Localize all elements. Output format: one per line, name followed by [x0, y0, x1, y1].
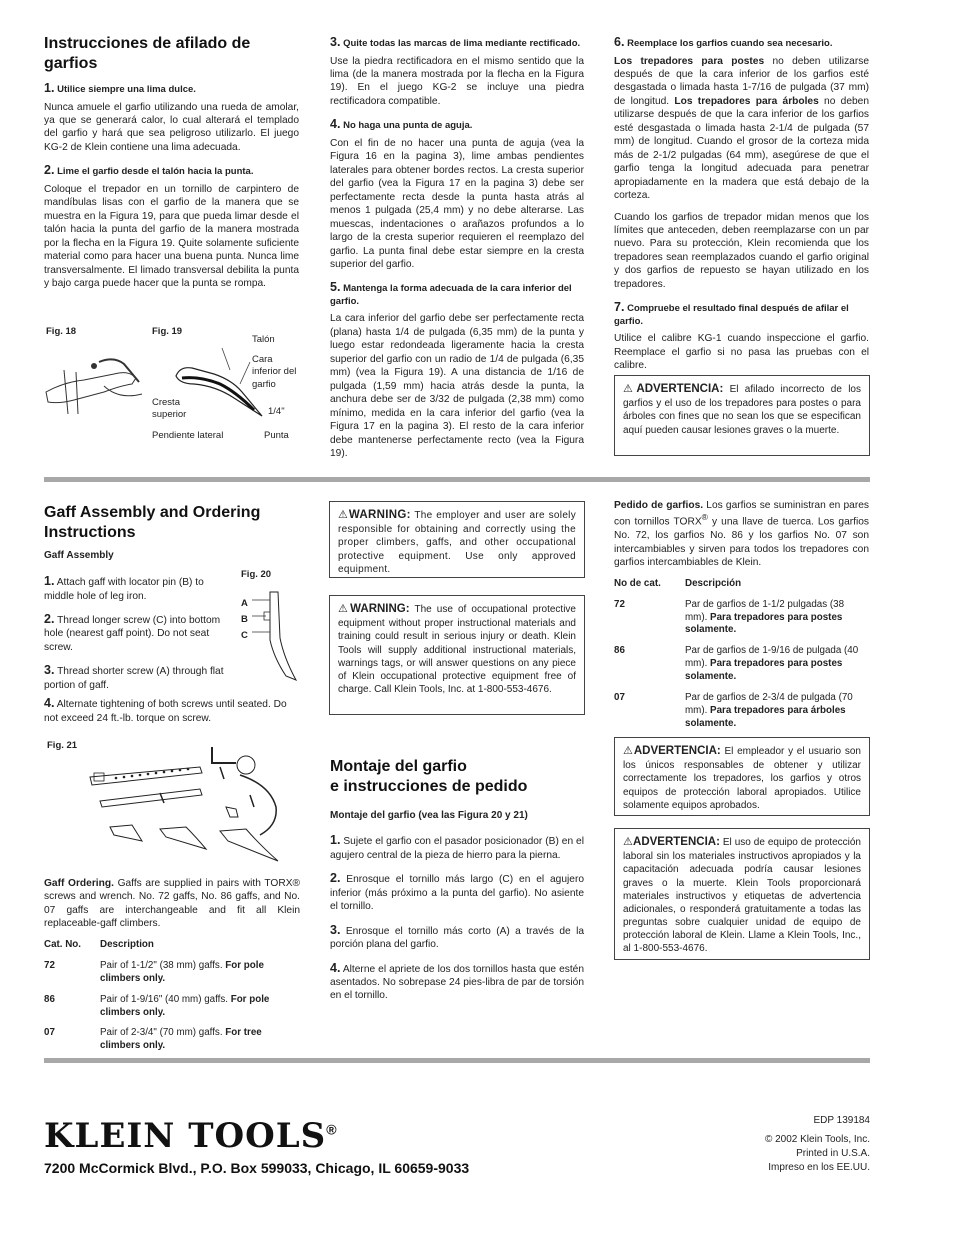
- fig-18-illustration: [44, 352, 149, 422]
- printed-in: Printed in U.S.A.: [796, 1148, 870, 1159]
- step-6-title: 6. Reemplace los garfios cuando sea necesario.: [614, 35, 833, 49]
- warning-triangle-icon: ⚠: [338, 509, 349, 521]
- warning-triangle-icon: ⚠: [623, 745, 634, 757]
- gaff-step-1: 1. Attach gaff with locator pin (B) to middle hole of leg iron.: [44, 574, 204, 602]
- fig-20-label: Fig. 20: [241, 569, 272, 580]
- gaff-ordering-text: Gaff Ordering. Gaffs are supplied in pairs with TORX® screws and wrench. No. 72 gaffs, No. 86 gaffs, and No. 07 gaffs are interchangeable and fit all Klein replaceable-gaff climbers.: [44, 878, 300, 930]
- label-cresta-superior: Cresta superior: [152, 397, 187, 421]
- section-divider-top: [44, 477, 870, 482]
- col-description: Description: [100, 938, 154, 950]
- sharpening-title: Instrucciones de afilado de garfios: [44, 35, 251, 72]
- step-7-title: 7. Compruebe el resultado final después de afilar el garfio.: [614, 300, 849, 327]
- gaff-step-3: 3. Thread shorter screw (A) through flat portion of gaff.: [44, 663, 224, 691]
- gaff-step-4: 4. Alternate tightening of both screws until seated. Do not exceed 24 ft.-lb. torque on screw.: [44, 696, 287, 724]
- warning-triangle-icon: ⚠: [623, 383, 637, 395]
- col-cat-no: Cat. No.: [44, 938, 82, 950]
- step-5-title: 5. Mantenga la forma adecuada de la cara inferior del garfio.: [330, 280, 572, 307]
- step-3-title: 3. Quite todas las marcas de lima mediante rectificado.: [330, 35, 581, 49]
- pedido-column: [614, 499, 869, 739]
- pedido-table: [614, 578, 869, 739]
- klein-tools-logo: KLEIN TOOLS®: [44, 1116, 338, 1156]
- copyright: © 2002 Klein Tools, Inc.: [764, 1134, 870, 1145]
- fig-20-label-a: A: [241, 598, 248, 609]
- gaff-step-2: 2. Thread longer screw (C) into bottom hole (nearest gaff point). Do not seat screw.: [44, 611, 221, 653]
- montaje-step-4: 4. Alterne el apriete de los dos tornillos hasta que estén asentados. No sobrepase 24 pies-libra de par de torsión en el tornillo.: [330, 960, 584, 1002]
- table-row: 07 Pair of 2-3/4" (70 mm) gaffs. For tree climbers only.: [44, 1027, 262, 1052]
- fig-20-label-c: C: [241, 630, 248, 641]
- step-3-text: Use la piedra rectificadora en el mismo sentido que la lima (de la manera mostrada por la flecha en la Figura 19). En el juego KG-2 se incluye una piedra rectificadora compatible.: [330, 55, 584, 107]
- table-row: 72 Par de garfios de 1-1/2 pulgadas (38 mm). Para trepadores para postes solamente.: [614, 598, 845, 636]
- sharpening-column-3: [614, 34, 869, 381]
- impreso-en: Impreso en los EE.UU.: [768, 1162, 870, 1173]
- label-pendiente-lateral: Pendiente lateral: [152, 430, 224, 441]
- fig-21-illustration: [70, 745, 300, 867]
- montaje-step-1: 1. Sujete el garfio con el pasador posicionador (B) en el agujero central de la pieza de hierro para la pierna.: [330, 833, 584, 861]
- col-descripcion: Descripción: [685, 577, 742, 589]
- warning-box-training: ⚠WARNING: The use of occupational protective equipment without proper instructional materials and training could result in serious injury or death. Klein Tools will supply additional instructional materials, warnings tags, or will answer questions on any piece of Klein occupational protective equipment free of charge. Call Klein Tools, Inc. at 1-800-553-4676.: [329, 595, 585, 715]
- step-1-text: Nunca amuele el garfio utilizando una rueda de amolar, ya que se generará calor, lo cual alterará el templado del garfio y hará que sea peligroso utilizarlo. El juego KG-2 de Klein contiene una lima adecuada.: [44, 101, 299, 153]
- step-6-text: Los trepadores para postes no deben utilizarse después de que la cara inferior de los garfios esté desgastada o limada hasta 1-7/16 de pulgada (37 mm) de longitud. Los trepadores para árboles no deben utilizarse después de que la cara inferior de los garfios esté desgastada o limada hasta 2-1/4 de pulgada (57 mm) de longitud. Cuando el grosor de la corteza mida más de 2-1/2 pulgadas (64 mm), asegúrese de que el garfio tenga la longitud adecuada para penetrar apropiadamente en la madera que está debajo de la corteza.: [614, 55, 870, 202]
- step-4-text: Con el fin de no hacer una punta de aguja (vea la Figura 16 en la pagina 3), lime ambas pendientes laterales para obtener bordes rectos. La cresta superior del garfio (vea la Figura 17 en la pagina 3) debe ser perfectamente recta desde la punta hasta atrás al menos 1 pulgada (25,4 mm) y no debe alterarse. Las muescas, indentaciones o arañazos profundos a lo largo de la cresta superior requieren el reemplazo del garfio. La punta final debe estar siempre en la cresta superior del garfio.: [330, 137, 584, 270]
- montaje-title: Montaje del garfio e instrucciones de pedido: [330, 758, 528, 795]
- gaff-assembly-steps-narrow: [44, 573, 228, 700]
- pedido-text: Pedido de garfios. Los garfios se suministran en pares con tornillos TORX® y una llave de tuerca. Los garfios No. 72, los garfios No. 86 y los garfios No. 07 son intercambiables y sirven para todos los trepadores con garfios intercambiables de Klein.: [614, 500, 869, 569]
- warning-box-empleador: ⚠ADVERTENCIA: El empleador y el usuario son los únicos responsables de obtener y utilizar correctamente los trepadores, los garfios y otros equipos de protección laboral apropiados. Utilice solamente equipos aprobados.: [614, 737, 870, 816]
- sharpening-column-2: [330, 34, 584, 468]
- company-address: 7200 McCormick Blvd., P.O. Box 599033, Chicago, IL 60659-9033: [44, 1160, 470, 1176]
- step-4-title: 4. No haga una punta de aguja.: [330, 117, 473, 132]
- gaff-assembly-subhead: Gaff Assembly: [44, 550, 114, 561]
- label-punta: Punta: [264, 430, 289, 441]
- fig-20-label-b: B: [241, 614, 248, 625]
- table-row: 86 Par de garfios de 1-9/16 de pulgada (40 mm). Para trepadores para postes solamente.: [614, 645, 859, 683]
- warning-box-employer: ⚠WARNING: The employer and user are solely responsible for obtaining and correctly using the proper climbers, gaffs, and other occupational protective equipment. Use only approved equipment.: [329, 501, 585, 578]
- warning-box-sharpening: ⚠ADVERTENCIA: El afilado incorrecto de los garfios y el uso de los trepadores para postes o para árboles con fines que no sean los que se especifican aquí pueden causar lesiones graves o la muerte.: [614, 375, 870, 456]
- copyright-block: [765, 1133, 870, 1175]
- step-2-text: Coloque el trepador en un tornillo de carpintero de mandíbulas lisas con el garfio de la manera que se muestra en la Figura 19, para que pueda limar desde el talón hacia la punta del garfio de la manera mostrada por la flecha en la Figura 19. Quite solamente suficiente material como para hacer una buena punta. Nunca lime transversalmente. El limado transversal debilita la punta y bajo carga puede hacer que la punta se rompa.: [44, 183, 299, 290]
- step-2-title: 2. Lime el garfio desde el talón hacia la punta.: [44, 163, 254, 178]
- step-5-text: La cara inferior del garfio debe ser perfectamente recta (plana) hasta 1/4 de pulgada (6,35 mm) de la punta y luego estar redondeada ligeramente hacia la cresta superior del garfio con un radio de 1/4 de pulgada (6,35 mm) (vea la Figura 19). A una distancia de 1/16 de pulgada (1,59 mm) hacia atrás desde la punta, la anchura debe ser de 3/32 de pulgada (2,38 mm) como mínimo, medida en la cara inferior del garfio (vea la Figura 17 en la pagina 3). El resto de la cara inferior debe mantenerse perfectamente recto (vea la Figura 19).: [330, 313, 584, 459]
- montaje-column: [330, 757, 584, 1011]
- fig-18-label: Fig. 18: [46, 326, 77, 337]
- gaff-assembly-column: [44, 503, 300, 572]
- montaje-subhead: Montaje del garfio (vea las Figura 20 y 21): [330, 810, 528, 821]
- table-row: 07 Par de garfios de 2-3/4 de pulgada (70 mm). Para trepadores para árboles solamente.: [614, 692, 853, 729]
- step-6-text-replace: Cuando los garfios de trepador midan menos que los límites que anteceden, deben reemplazarse con un par nuevo. Para su protección, Klein recomienda que los trepadores sean reemplazados cuando el garfio original y dos garfios de repuesto se hayan utilizado en los trepadores.: [614, 211, 869, 290]
- gaff-assembly-title: Gaff Assembly and Ordering Instructions: [44, 504, 261, 541]
- fig-21-label: Fig. 21: [47, 740, 78, 751]
- col-no-de-cat: No de cat.: [614, 577, 661, 589]
- warning-triangle-icon: ⚠: [623, 836, 634, 848]
- section-divider-bottom: [44, 1058, 870, 1063]
- label-quarter-inch: 1/4": [268, 406, 285, 417]
- sharpening-column-1: [44, 34, 299, 299]
- fig-19-label: Fig. 19: [152, 326, 183, 337]
- montaje-step-2: 2. Enrosque el tornillo más largo (C) en el agujero inferior (más próximo a la punta del garfio). No asiente el tornillo.: [330, 871, 584, 913]
- warning-triangle-icon: ⚠: [338, 603, 351, 615]
- gaff-assembly-step-4: [44, 695, 300, 733]
- warning-box-capacitacion: ⚠ADVERTENCIA: El uso de equipo de protección laboral sin los materiales instructivos apropiados y la capacitación adecuada podría causar lesiones graves o la muerte. Klein Tools proporcionará materiales instructivos y etiquetas de advertencia adicionales, o responderá gratuitamente a todas las preguntas sobre cualquier unidad de equipo de protección laboral de Klein. Llame a Klein Tools, Inc., al 1-800-553-4676.: [614, 828, 870, 960]
- table-row: 72 Pair of 1-1/2" (38 mm) gaffs. For pole climbers only.: [44, 959, 264, 984]
- edp-number: EDP 139184: [813, 1115, 870, 1126]
- step-1-title: 1. Utilice siempre una lima dulce.: [44, 81, 196, 95]
- fig-20-gaff-illustration: [250, 588, 300, 683]
- label-talon: Talón: [252, 334, 275, 345]
- gaff-order-table: [44, 939, 300, 1061]
- step-7-text: Utilice el calibre KG-1 cuando inspeccione el garfio. Reemplace el garfio si no pasa las pruebas con el calibre.: [614, 333, 869, 372]
- table-row: 86 Pair of 1-9/16" (40 mm) gaffs. For pole climbers only.: [44, 993, 270, 1018]
- label-cara-inferior: Cara inferior del garfio: [252, 354, 297, 390]
- gaff-ordering-column: [44, 877, 300, 1061]
- montaje-step-3: 3. Enrosque el tornillo más corto (A) a través de la porción plana del garfio.: [330, 922, 584, 951]
